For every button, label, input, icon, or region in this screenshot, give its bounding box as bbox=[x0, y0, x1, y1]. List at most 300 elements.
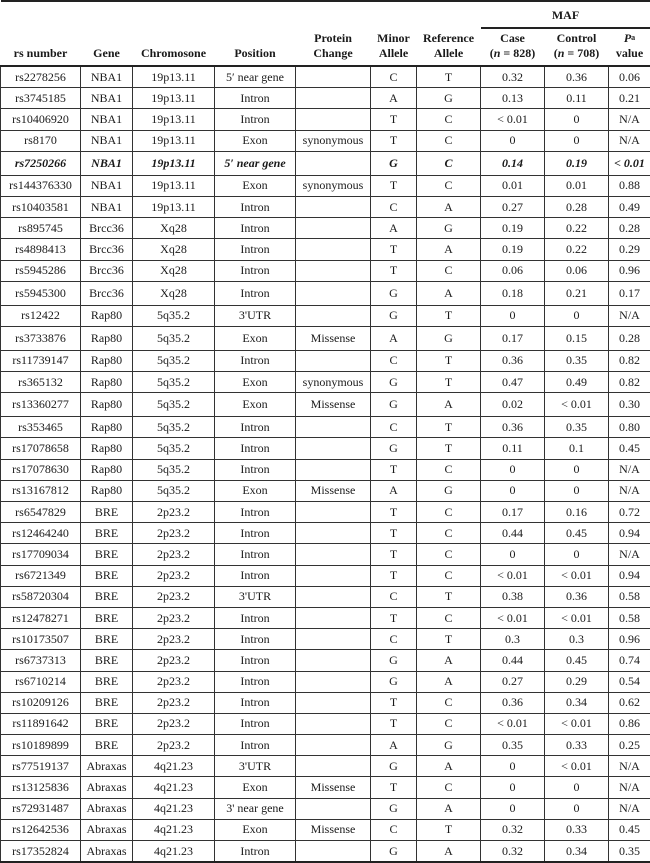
cell-case-maf: 0.13 bbox=[481, 88, 545, 109]
cell-chromosome: 5q35.2 bbox=[133, 393, 215, 417]
cell-rs-number: rs4898413 bbox=[1, 239, 81, 260]
cell-position: Exon bbox=[215, 480, 296, 501]
cell-protein-change bbox=[296, 151, 371, 175]
table-row bbox=[1, 819, 650, 840]
cell-minor-allele: G bbox=[371, 756, 417, 777]
cell-protein-change: Missense bbox=[296, 777, 371, 798]
cell-protein-change bbox=[296, 196, 371, 217]
cell-position: Exon bbox=[215, 175, 296, 196]
cell-p-value: N/A bbox=[609, 544, 650, 565]
cell-protein-change bbox=[296, 417, 371, 438]
cell-gene: BRE bbox=[81, 544, 133, 565]
cell-gene: NBA1 bbox=[81, 175, 133, 196]
cell-p-value: 0.28 bbox=[609, 326, 650, 350]
cell-reference-allele: T bbox=[417, 372, 481, 393]
cell-protein-change bbox=[296, 544, 371, 565]
cell-gene: BRE bbox=[81, 565, 133, 586]
cell-chromosome: 2p23.2 bbox=[133, 565, 215, 586]
cell-minor-allele: A bbox=[371, 218, 417, 239]
cell-case-maf: 0.02 bbox=[481, 393, 545, 417]
cell-minor-allele: T bbox=[371, 565, 417, 586]
cell-p-value: 0.88 bbox=[609, 175, 650, 196]
cell-control-maf: 0.11 bbox=[545, 88, 609, 109]
cell-position: Exon bbox=[215, 777, 296, 798]
cell-reference-allele: A bbox=[417, 196, 481, 217]
cell-minor-allele: T bbox=[371, 502, 417, 523]
cell-control-maf: 0.45 bbox=[545, 650, 609, 671]
cell-position: Intron bbox=[215, 735, 296, 756]
cell-minor-allele: T bbox=[371, 692, 417, 713]
cell-position: 5′ near gene bbox=[215, 151, 296, 175]
cell-p-value: 0.17 bbox=[609, 281, 650, 305]
cell-chromosome: 19p13.11 bbox=[133, 130, 215, 151]
cell-position: Intron bbox=[215, 607, 296, 628]
cell-p-value: N/A bbox=[609, 459, 650, 480]
cell-gene: NBA1 bbox=[81, 109, 133, 130]
cell-minor-allele: T bbox=[371, 459, 417, 480]
cell-case-maf: 0 bbox=[481, 459, 545, 480]
cell-p-value: N/A bbox=[609, 777, 650, 798]
cell-case-maf: < 0.01 bbox=[481, 713, 545, 734]
cell-reference-allele: A bbox=[417, 798, 481, 819]
cell-position: Intron bbox=[215, 713, 296, 734]
cell-chromosome: 5q35.2 bbox=[133, 372, 215, 393]
header-chromosome: Chromosone bbox=[133, 1, 215, 66]
cell-rs-number: rs10173507 bbox=[1, 629, 81, 650]
cell-position: Intron bbox=[215, 196, 296, 217]
cell-p-value: 0.82 bbox=[609, 372, 650, 393]
cell-gene: BRE bbox=[81, 607, 133, 628]
cell-position: Intron bbox=[215, 502, 296, 523]
cell-p-value: 0.45 bbox=[609, 819, 650, 840]
cell-rs-number: rs13125836 bbox=[1, 777, 81, 798]
cell-minor-allele: G bbox=[371, 671, 417, 692]
cell-chromosome: Xq28 bbox=[133, 218, 215, 239]
cell-minor-allele: C bbox=[371, 819, 417, 840]
cell-position: Exon bbox=[215, 130, 296, 151]
table-row bbox=[1, 196, 650, 217]
table-row bbox=[1, 692, 650, 713]
table-row bbox=[1, 151, 650, 175]
cell-minor-allele: T bbox=[371, 544, 417, 565]
table-row bbox=[1, 350, 650, 371]
cell-rs-number: rs5945300 bbox=[1, 281, 81, 305]
cell-protein-change bbox=[296, 798, 371, 819]
cell-rs-number: rs6547829 bbox=[1, 502, 81, 523]
header-p-value bbox=[609, 28, 650, 66]
cell-p-value: N/A bbox=[609, 305, 650, 326]
cell-p-value: 0.58 bbox=[609, 586, 650, 607]
cell-position: Intron bbox=[215, 841, 296, 863]
cell-protein-change bbox=[296, 459, 371, 480]
cell-gene: Abraxas bbox=[81, 819, 133, 840]
table-row bbox=[1, 305, 650, 326]
cell-reference-allele: A bbox=[417, 756, 481, 777]
cell-position: Exon bbox=[215, 819, 296, 840]
cell-case-maf: 0 bbox=[481, 480, 545, 501]
cell-reference-allele: A bbox=[417, 650, 481, 671]
table-header bbox=[1, 1, 650, 66]
cell-position: Intron bbox=[215, 109, 296, 130]
cell-case-maf: 0.38 bbox=[481, 586, 545, 607]
cell-case-maf: 0.47 bbox=[481, 372, 545, 393]
cell-rs-number: rs895745 bbox=[1, 218, 81, 239]
cell-control-maf: < 0.01 bbox=[545, 713, 609, 734]
cell-position: 3'UTR bbox=[215, 305, 296, 326]
cell-protein-change: Missense bbox=[296, 480, 371, 501]
cell-p-value: N/A bbox=[609, 130, 650, 151]
cell-p-value: 0.28 bbox=[609, 218, 650, 239]
cell-case-maf: 0.19 bbox=[481, 218, 545, 239]
cell-chromosome: 5q35.2 bbox=[133, 480, 215, 501]
cell-gene: Brcc36 bbox=[81, 239, 133, 260]
cell-reference-allele: G bbox=[417, 326, 481, 350]
cell-minor-allele: G bbox=[371, 650, 417, 671]
cell-case-maf: 0.14 bbox=[481, 151, 545, 175]
cell-gene: Brcc36 bbox=[81, 218, 133, 239]
cell-chromosome: Xq28 bbox=[133, 281, 215, 305]
cell-case-maf: 0.35 bbox=[481, 735, 545, 756]
cell-minor-allele: G bbox=[371, 281, 417, 305]
cell-case-maf: 0 bbox=[481, 777, 545, 798]
cell-minor-allele: T bbox=[371, 260, 417, 281]
cell-chromosome: 2p23.2 bbox=[133, 607, 215, 628]
cell-p-value: 0.21 bbox=[609, 88, 650, 109]
cell-minor-allele: A bbox=[371, 88, 417, 109]
cell-case-maf: 0.18 bbox=[481, 281, 545, 305]
cell-reference-allele: C bbox=[417, 523, 481, 544]
cell-p-value: 0.49 bbox=[609, 196, 650, 217]
table-row bbox=[1, 109, 650, 130]
header-p-superscript: a bbox=[631, 33, 635, 42]
cell-minor-allele: T bbox=[371, 175, 417, 196]
header-control-n-val: = 708) bbox=[564, 46, 599, 60]
cell-protein-change: synonymous bbox=[296, 175, 371, 196]
cell-protein-change bbox=[296, 586, 371, 607]
cell-protein-change bbox=[296, 650, 371, 671]
cell-rs-number: rs10406920 bbox=[1, 109, 81, 130]
cell-rs-number: rs72931487 bbox=[1, 798, 81, 819]
cell-position: Intron bbox=[215, 544, 296, 565]
cell-gene: Rap80 bbox=[81, 480, 133, 501]
cell-gene: BRE bbox=[81, 502, 133, 523]
cell-p-value: 0.96 bbox=[609, 260, 650, 281]
cell-control-maf: 0.3 bbox=[545, 629, 609, 650]
cell-protein-change: synonymous bbox=[296, 130, 371, 151]
cell-p-value: 0.94 bbox=[609, 523, 650, 544]
cell-case-maf: 0.17 bbox=[481, 502, 545, 523]
cell-p-value: 0.06 bbox=[609, 66, 650, 88]
cell-gene: NBA1 bbox=[81, 151, 133, 175]
cell-chromosome: Xq28 bbox=[133, 239, 215, 260]
cell-case-maf: 0.19 bbox=[481, 239, 545, 260]
cell-p-value: N/A bbox=[609, 109, 650, 130]
cell-reference-allele: C bbox=[417, 565, 481, 586]
cell-reference-allele: G bbox=[417, 88, 481, 109]
cell-gene: BRE bbox=[81, 671, 133, 692]
cell-rs-number: rs6721349 bbox=[1, 565, 81, 586]
cell-gene: Abraxas bbox=[81, 777, 133, 798]
cell-reference-allele: C bbox=[417, 109, 481, 130]
header-p-label: P bbox=[624, 31, 631, 45]
cell-reference-allele: G bbox=[417, 218, 481, 239]
cell-control-maf: 0 bbox=[545, 109, 609, 130]
cell-minor-allele: G bbox=[371, 305, 417, 326]
cell-reference-allele: A bbox=[417, 393, 481, 417]
cell-control-maf: 0.1 bbox=[545, 438, 609, 459]
cell-chromosome: 4q21.23 bbox=[133, 756, 215, 777]
cell-case-maf: < 0.01 bbox=[481, 565, 545, 586]
header-rs-number: rs number bbox=[1, 1, 81, 66]
cell-position: Intron bbox=[215, 565, 296, 586]
cell-control-maf: < 0.01 bbox=[545, 756, 609, 777]
cell-minor-allele: G bbox=[371, 798, 417, 819]
cell-control-maf: 0.36 bbox=[545, 586, 609, 607]
cell-chromosome: 5q35.2 bbox=[133, 350, 215, 371]
cell-case-maf: 0.06 bbox=[481, 260, 545, 281]
table-row bbox=[1, 260, 650, 281]
cell-rs-number: rs2278256 bbox=[1, 66, 81, 88]
cell-minor-allele: C bbox=[371, 586, 417, 607]
cell-p-value: 0.62 bbox=[609, 692, 650, 713]
cell-chromosome: 19p13.11 bbox=[133, 109, 215, 130]
cell-control-maf: 0.35 bbox=[545, 417, 609, 438]
table-row bbox=[1, 798, 650, 819]
cell-rs-number: rs17709034 bbox=[1, 544, 81, 565]
cell-p-value: N/A bbox=[609, 756, 650, 777]
header-control-label: Control bbox=[557, 31, 597, 45]
cell-rs-number: rs12422 bbox=[1, 305, 81, 326]
cell-gene: Rap80 bbox=[81, 326, 133, 350]
cell-control-maf: 0 bbox=[545, 544, 609, 565]
cell-rs-number: rs10189899 bbox=[1, 735, 81, 756]
header-reference-allele: Reference Allele bbox=[417, 1, 481, 66]
table-row bbox=[1, 523, 650, 544]
cell-protein-change bbox=[296, 756, 371, 777]
cell-case-maf: 0 bbox=[481, 756, 545, 777]
cell-gene: Rap80 bbox=[81, 438, 133, 459]
cell-control-maf: 0.01 bbox=[545, 175, 609, 196]
cell-minor-allele: G bbox=[371, 841, 417, 863]
cell-control-maf: 0 bbox=[545, 130, 609, 151]
cell-position: Intron bbox=[215, 350, 296, 371]
cell-reference-allele: T bbox=[417, 350, 481, 371]
cell-case-maf: < 0.01 bbox=[481, 109, 545, 130]
cell-control-maf: 0.28 bbox=[545, 196, 609, 217]
cell-protein-change: Missense bbox=[296, 393, 371, 417]
cell-chromosome: 19p13.11 bbox=[133, 88, 215, 109]
cell-rs-number: rs6710214 bbox=[1, 671, 81, 692]
cell-minor-allele: G bbox=[371, 393, 417, 417]
cell-control-maf: 0.34 bbox=[545, 841, 609, 863]
table-row bbox=[1, 175, 650, 196]
cell-protein-change bbox=[296, 523, 371, 544]
cell-rs-number: rs3745185 bbox=[1, 88, 81, 109]
cell-control-maf: 0.36 bbox=[545, 66, 609, 88]
cell-chromosome: 4q21.23 bbox=[133, 798, 215, 819]
table-row bbox=[1, 438, 650, 459]
table-row bbox=[1, 841, 650, 863]
cell-rs-number: rs8170 bbox=[1, 130, 81, 151]
cell-protein-change bbox=[296, 671, 371, 692]
cell-rs-number: rs12642536 bbox=[1, 819, 81, 840]
cell-position: Intron bbox=[215, 438, 296, 459]
cell-chromosome: 5q35.2 bbox=[133, 326, 215, 350]
cell-case-maf: < 0.01 bbox=[481, 607, 545, 628]
cell-rs-number: rs10209126 bbox=[1, 692, 81, 713]
cell-case-maf: 0 bbox=[481, 544, 545, 565]
cell-reference-allele: G bbox=[417, 735, 481, 756]
header-control-n-var: n bbox=[558, 46, 565, 60]
cell-control-maf: 0.33 bbox=[545, 819, 609, 840]
table-row bbox=[1, 372, 650, 393]
cell-gene: NBA1 bbox=[81, 88, 133, 109]
cell-position: Intron bbox=[215, 671, 296, 692]
cell-chromosome: 19p13.11 bbox=[133, 196, 215, 217]
cell-gene: Rap80 bbox=[81, 372, 133, 393]
cell-control-maf: 0.15 bbox=[545, 326, 609, 350]
cell-protein-change bbox=[296, 438, 371, 459]
cell-rs-number: rs58720304 bbox=[1, 586, 81, 607]
cell-control-maf: 0.34 bbox=[545, 692, 609, 713]
cell-rs-number: rs11891642 bbox=[1, 713, 81, 734]
cell-control-maf: 0 bbox=[545, 777, 609, 798]
cell-position: Intron bbox=[215, 218, 296, 239]
cell-p-value: < 0.01 bbox=[609, 151, 650, 175]
cell-gene: NBA1 bbox=[81, 196, 133, 217]
cell-chromosome: 5q35.2 bbox=[133, 459, 215, 480]
cell-gene: Rap80 bbox=[81, 393, 133, 417]
cell-gene: NBA1 bbox=[81, 130, 133, 151]
cell-control-maf: 0.06 bbox=[545, 260, 609, 281]
cell-position: Exon bbox=[215, 372, 296, 393]
cell-control-maf: 0.49 bbox=[545, 372, 609, 393]
header-control: Control (n = 708) bbox=[545, 28, 609, 66]
table-row bbox=[1, 756, 650, 777]
cell-case-maf: 0.27 bbox=[481, 671, 545, 692]
cell-minor-allele: T bbox=[371, 239, 417, 260]
cell-p-value: 0.96 bbox=[609, 629, 650, 650]
cell-case-maf: 0.3 bbox=[481, 629, 545, 650]
cell-gene: Abraxas bbox=[81, 756, 133, 777]
table-row bbox=[1, 713, 650, 734]
cell-chromosome: 19p13.11 bbox=[133, 151, 215, 175]
cell-reference-allele: C bbox=[417, 130, 481, 151]
cell-reference-allele: C bbox=[417, 260, 481, 281]
cell-reference-allele: T bbox=[417, 819, 481, 840]
cell-control-maf: < 0.01 bbox=[545, 607, 609, 628]
header-minor-allele: Minor Allele bbox=[371, 1, 417, 66]
cell-control-maf: 0.29 bbox=[545, 671, 609, 692]
cell-rs-number: rs17078658 bbox=[1, 438, 81, 459]
header-case-n-val: = 828) bbox=[500, 46, 535, 60]
header-maf-group: MAF bbox=[481, 1, 650, 28]
cell-case-maf: 0.32 bbox=[481, 66, 545, 88]
cell-protein-change bbox=[296, 735, 371, 756]
cell-chromosome: 4q21.23 bbox=[133, 777, 215, 798]
cell-rs-number: rs13360277 bbox=[1, 393, 81, 417]
cell-chromosome: 5q35.2 bbox=[133, 305, 215, 326]
cell-gene: Brcc36 bbox=[81, 281, 133, 305]
cell-gene: Rap80 bbox=[81, 417, 133, 438]
cell-control-maf: 0.16 bbox=[545, 502, 609, 523]
table-row bbox=[1, 650, 650, 671]
table-row bbox=[1, 544, 650, 565]
cell-rs-number: rs77519137 bbox=[1, 756, 81, 777]
cell-p-value: N/A bbox=[609, 480, 650, 501]
cell-position: Intron bbox=[215, 459, 296, 480]
cell-rs-number: rs12464240 bbox=[1, 523, 81, 544]
cell-minor-allele: T bbox=[371, 109, 417, 130]
cell-position: Intron bbox=[215, 417, 296, 438]
cell-reference-allele: A bbox=[417, 841, 481, 863]
cell-case-maf: 0.11 bbox=[481, 438, 545, 459]
cell-reference-allele: C bbox=[417, 607, 481, 628]
cell-chromosome: 2p23.2 bbox=[133, 502, 215, 523]
cell-p-value: 0.72 bbox=[609, 502, 650, 523]
header-position: Position bbox=[215, 1, 296, 66]
cell-control-maf: 0.33 bbox=[545, 735, 609, 756]
cell-reference-allele: C bbox=[417, 777, 481, 798]
cell-chromosome: 5q35.2 bbox=[133, 417, 215, 438]
cell-minor-allele: A bbox=[371, 326, 417, 350]
cell-gene: Brcc36 bbox=[81, 260, 133, 281]
cell-protein-change bbox=[296, 109, 371, 130]
cell-reference-allele: A bbox=[417, 671, 481, 692]
cell-reference-allele: C bbox=[417, 692, 481, 713]
table-row bbox=[1, 607, 650, 628]
cell-minor-allele: T bbox=[371, 777, 417, 798]
cell-chromosome: 2p23.2 bbox=[133, 650, 215, 671]
table-row bbox=[1, 218, 650, 239]
cell-protein-change bbox=[296, 218, 371, 239]
cell-case-maf: 0 bbox=[481, 305, 545, 326]
table-body bbox=[1, 66, 650, 862]
header-p-value-label: value bbox=[616, 46, 643, 60]
cell-protein-change bbox=[296, 239, 371, 260]
header-gene: Gene bbox=[81, 1, 133, 66]
cell-reference-allele: T bbox=[417, 438, 481, 459]
table-row bbox=[1, 281, 650, 305]
cell-protein-change bbox=[296, 629, 371, 650]
cell-protein-change bbox=[296, 66, 371, 88]
table-row bbox=[1, 586, 650, 607]
cell-minor-allele: A bbox=[371, 480, 417, 501]
cell-control-maf: 0.21 bbox=[545, 281, 609, 305]
cell-reference-allele: C bbox=[417, 175, 481, 196]
table-row bbox=[1, 459, 650, 480]
cell-reference-allele: A bbox=[417, 239, 481, 260]
cell-minor-allele: C bbox=[371, 350, 417, 371]
cell-position: Intron bbox=[215, 260, 296, 281]
cell-reference-allele: C bbox=[417, 713, 481, 734]
table-row bbox=[1, 88, 650, 109]
cell-p-value: 0.45 bbox=[609, 438, 650, 459]
cell-reference-allele: T bbox=[417, 586, 481, 607]
table-row bbox=[1, 326, 650, 350]
cell-chromosome: 2p23.2 bbox=[133, 735, 215, 756]
cell-case-maf: 0 bbox=[481, 798, 545, 819]
cell-gene: BRE bbox=[81, 692, 133, 713]
table-row bbox=[1, 777, 650, 798]
cell-p-value: 0.30 bbox=[609, 393, 650, 417]
cell-chromosome: 2p23.2 bbox=[133, 713, 215, 734]
cell-protein-change: synonymous bbox=[296, 372, 371, 393]
cell-gene: BRE bbox=[81, 523, 133, 544]
cell-control-maf: 0 bbox=[545, 305, 609, 326]
cell-reference-allele: C bbox=[417, 544, 481, 565]
cell-control-maf: < 0.01 bbox=[545, 565, 609, 586]
